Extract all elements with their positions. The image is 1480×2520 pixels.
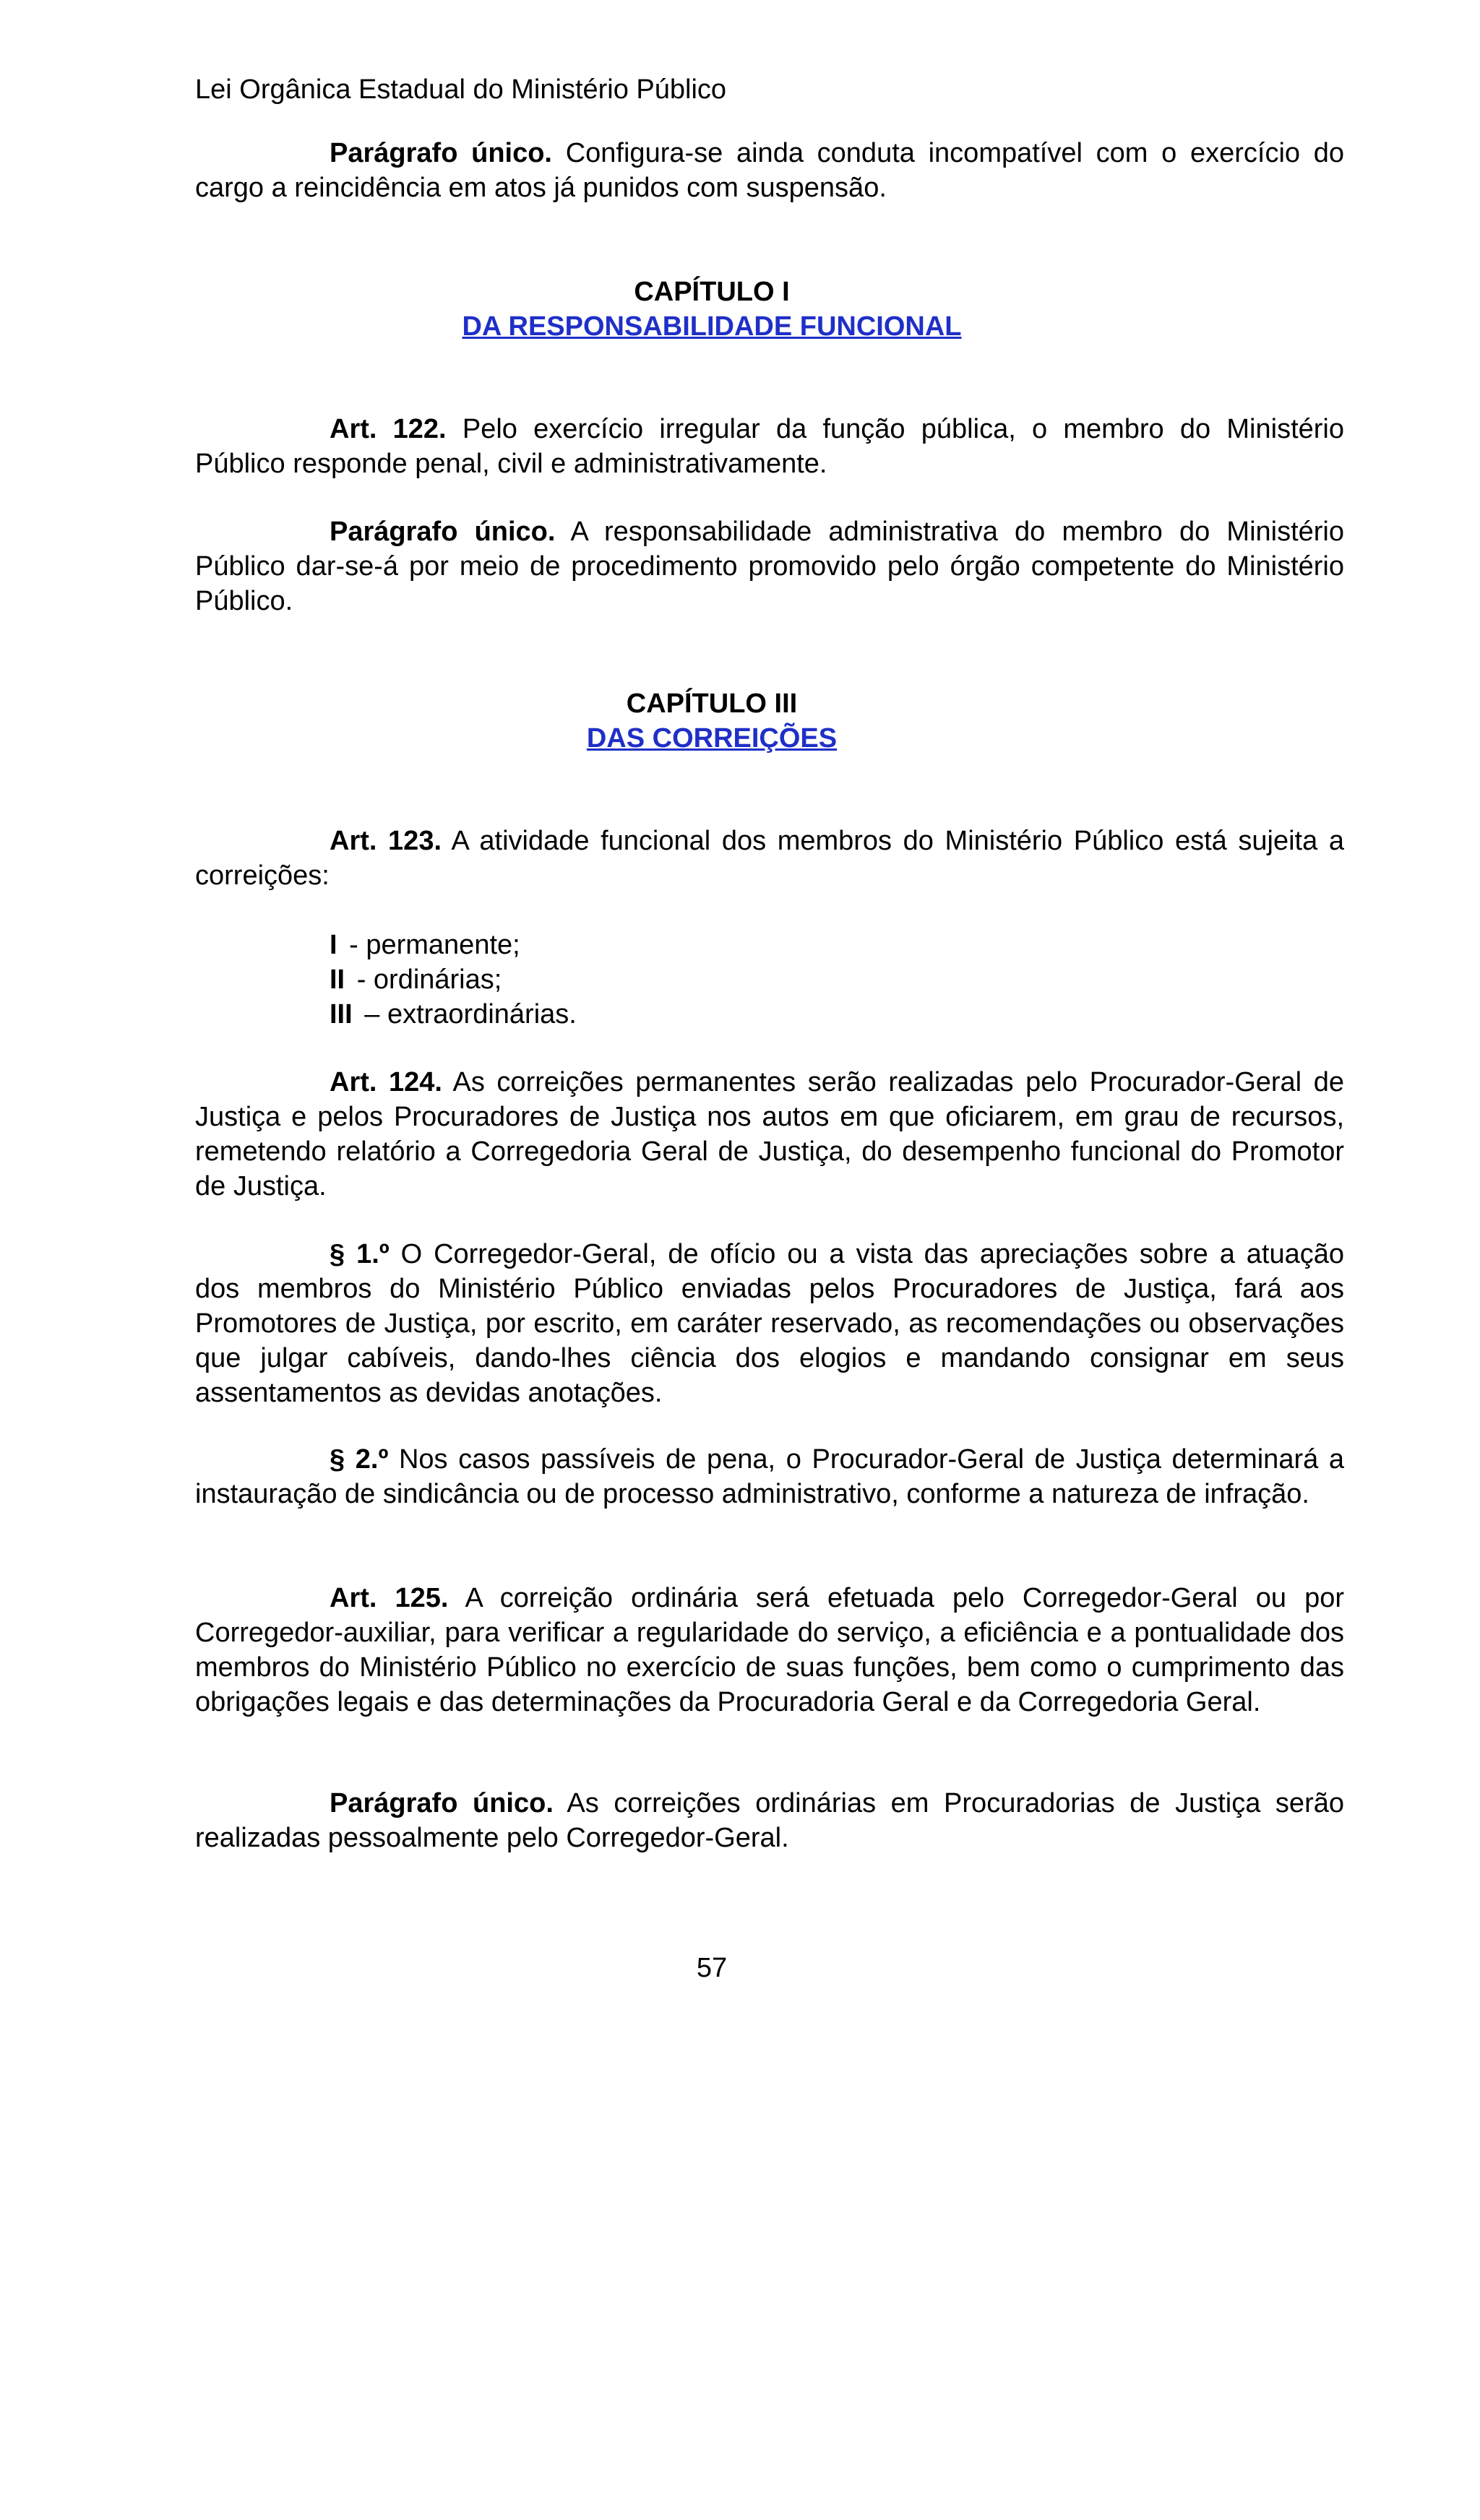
paragraph-text: Nos casos passíveis de pena, o Procurador-Geral de Justiça determinará a instauração de sindicância ou de processo administrativo, conforme a natureza de infração.: [195, 1444, 1345, 1509]
article-123: [195, 824, 1344, 893]
chapter-subtitle: DAS CORREIÇÕES: [586, 723, 838, 754]
chapter-title: CAPÍTULO I: [634, 277, 790, 307]
paragraph-label: § 2.º: [330, 1444, 389, 1475]
paragraph-text: As correições ordinárias em Procuradorias de Justiça serão realizadas pessoalmente pelo Corregedor-Geral.: [195, 1788, 1344, 1853]
list-item-label: III: [330, 999, 353, 1030]
article-125: [195, 1581, 1344, 1719]
running-header: Lei Orgânica Estadual do Ministério Público: [195, 74, 727, 105]
paragraph-label: § 1.º: [330, 1239, 390, 1269]
article-text: Pelo exercício irregular da função pública, o membro do Ministério Público responde penal, civil e administrativamente.: [195, 414, 1344, 479]
chapter-heading-3: [195, 686, 1229, 756]
correicoes-list: [330, 928, 577, 1032]
chapter-subtitle: DA RESPONSABILIDADE FUNCIONAL: [462, 311, 962, 342]
list-item: [330, 962, 577, 997]
list-item-text: - ordinárias;: [356, 965, 502, 995]
article-text: A correição ordinária será efetuada pelo Corregedor-Geral ou por Corregedor-auxiliar, para verificar a regularidade do serviço, a eficiência e a pontualidade dos membros do Ministério Público no exercício de suas funções, bem como o cumprimento das obrigações legais e das determinações da Procuradoria Geral e da Corregedoria Geral.: [195, 1583, 1344, 1717]
list-item-text: – extraordinárias.: [364, 999, 577, 1030]
article-label: Art. 122.: [330, 414, 447, 444]
article-text: As correições permanentes serão realizadas pelo Procurador-Geral de Justiça e pelos Procuradores de Justiça nos autos em que oficiarem, em grau de recursos, remetendo relatório a Corregedoria Geral de Justiça, do desempenho funcional do Promotor de Justiça.: [195, 1067, 1344, 1201]
chapter-heading-1: [195, 275, 1229, 344]
article-text: A atividade funcional dos membros do Ministério Público está sujeita a correições:: [195, 826, 1344, 891]
list-item-label: I: [330, 930, 337, 960]
paragraph-unico-1: [195, 136, 1344, 205]
list-item: [330, 997, 577, 1032]
list-item-label: II: [330, 965, 345, 995]
paragraph-text: O Corregedor-Geral, de ofício ou a vista das apreciações sobre a atuação dos membros do Ministério Público enviadas pelos Procuradores de Justiça, fará aos Promotores de Justiça, por escrito, em caráter reservado, as recomendações ou observações que julgar cabíveis, dando-lhes ciência dos elogios e mandando consignar em seus assentamentos as devidas anotações.: [195, 1239, 1344, 1408]
list-item-text: - permanente;: [349, 930, 520, 960]
page-number: 57: [696, 1953, 728, 1983]
paragraph-unico-2: [195, 514, 1344, 618]
paragraph-1: [195, 1237, 1344, 1410]
paragraph-label: Parágrafo único.: [330, 517, 556, 547]
paragraph-label: Parágrafo único.: [330, 1788, 554, 1818]
paragraph-label: Parágrafo único.: [330, 138, 552, 168]
article-label: Art. 123.: [330, 826, 442, 856]
paragraph-unico-3: [195, 1786, 1344, 1855]
paragraph-text: A responsabilidade administrativa do membro do Ministério Público dar-se-á por meio de procedimento promovido pelo órgão competente do Ministério Público.: [195, 517, 1345, 616]
article-122: [195, 412, 1344, 481]
article-label: Art. 125.: [330, 1583, 449, 1613]
chapter-title: CAPÍTULO III: [626, 689, 798, 719]
article-124: [195, 1065, 1344, 1204]
list-item: [330, 928, 577, 962]
article-label: Art. 124.: [330, 1067, 442, 1097]
paragraph-2: [195, 1442, 1344, 1511]
paragraph-text: Configura-se ainda conduta incompatível com o exercício do cargo a reincidência em atos já punidos com suspensão.: [195, 138, 1345, 203]
